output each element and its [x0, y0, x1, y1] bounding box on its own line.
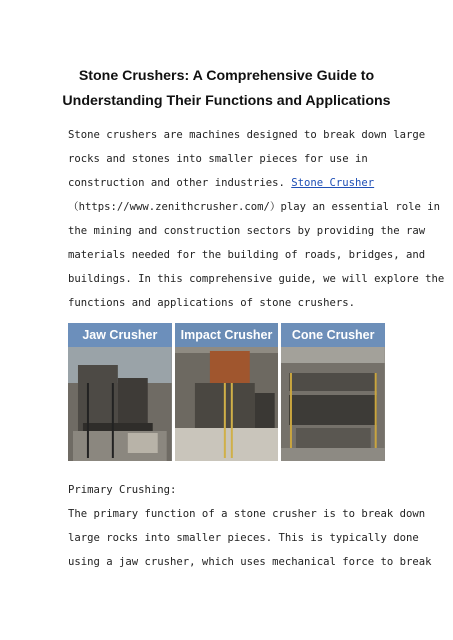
- intro-line-1: Stone crushers are machines designed to break down large: [68, 129, 426, 141]
- intro-line-7: buildings. In this comprehensive guide, we will explore the: [68, 273, 445, 285]
- impact-crusher-image: [175, 323, 279, 461]
- intro-paragraph: [68, 123, 445, 315]
- primary-crushing-section: [68, 478, 432, 574]
- impact-crusher-label: Impact Crusher: [175, 323, 279, 347]
- cone-crusher-image: [281, 323, 385, 461]
- intro-line-4: （https://www.zenithcrusher.com/）play an essential role in: [68, 201, 440, 213]
- title-line-2: Understanding Their Functions and Applications: [62, 93, 391, 109]
- stone-crusher-link[interactable]: Stone Crusher: [291, 177, 375, 189]
- intro-line-3-text: construction and other industries.: [68, 177, 292, 189]
- intro-line-3: [68, 171, 398, 195]
- jaw-crusher-label: Jaw Crusher: [68, 323, 172, 347]
- primary-line-3: using a jaw crusher, which uses mechanical force to break: [68, 556, 432, 568]
- title-line-1: Stone Crushers: A Comprehensive Guide to: [78, 68, 375, 84]
- primary-line-1: The primary function of a stone crusher is to break down: [68, 508, 426, 520]
- crusher-images: [68, 323, 385, 461]
- intro-line-2: rocks and stones into smaller pieces for use in: [68, 153, 368, 165]
- jaw-crusher-image: [68, 323, 172, 461]
- primary-line-2: large rocks into smaller pieces. This is typically done: [68, 532, 419, 544]
- primary-crushing-heading: Primary Crushing:: [68, 484, 177, 496]
- intro-line-5: the mining and construction sectors by providing the raw: [68, 225, 426, 237]
- cone-crusher-label: Cone Crusher: [281, 323, 385, 347]
- intro-line-6: materials needed for the building of roads, bridges, and: [68, 249, 426, 261]
- page-title: [30, 64, 423, 114]
- intro-line-8: functions and applications of stone crushers.: [68, 297, 356, 309]
